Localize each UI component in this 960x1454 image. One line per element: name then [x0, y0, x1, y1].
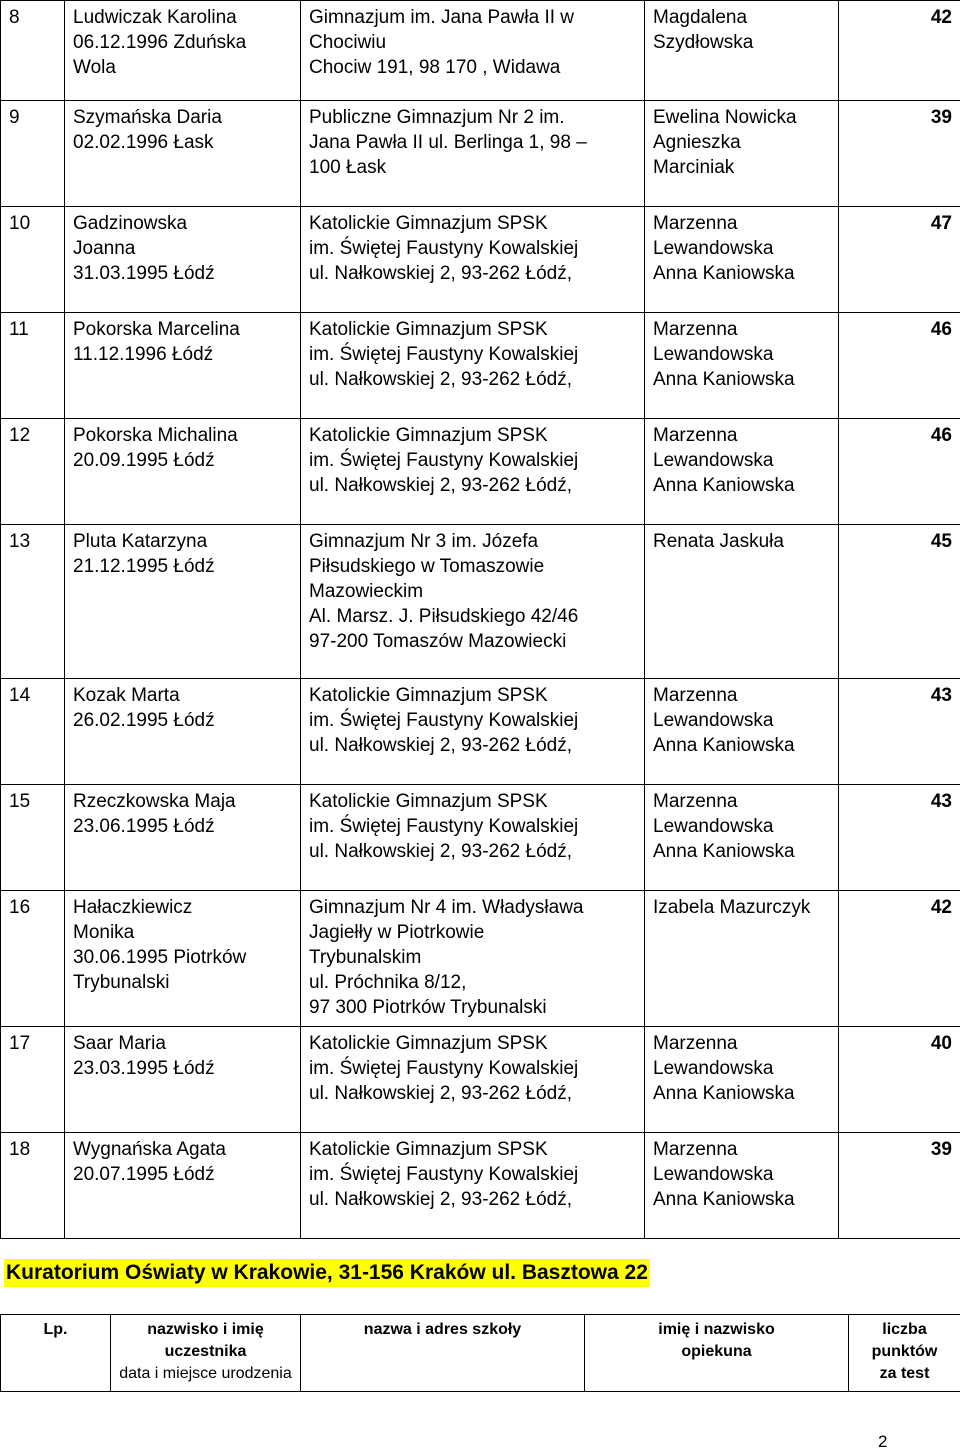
school-cell: Katolickie Gimnazjum SPSK im. Świętej Faustyny Kowalskiej ul. Nałkowskiej 2, 93-262 Łódź, [301, 419, 645, 525]
row-number: 18 [1, 1133, 65, 1239]
points-cell: 43 [839, 679, 960, 785]
participant-cell: Pokorska Marcelina 11.12.1996 Łódź [65, 313, 301, 419]
school-cell: Katolickie Gimnazjum SPSK im. Świętej Faustyny Kowalskiej ul. Nałkowskiej 2, 93-262 Łódź, [301, 785, 645, 891]
participant-cell: Kozak Marta 26.02.1995 Łódź [65, 679, 301, 785]
points-cell: 42 [839, 1, 960, 101]
tutor-cell: Marzenna Lewandowska Anna Kaniowska [645, 419, 839, 525]
row-number: 17 [1, 1027, 65, 1133]
row-number: 9 [1, 101, 65, 207]
table-row [1, 525, 960, 679]
points-cell: 39 [839, 101, 960, 207]
points-cell: 42 [839, 891, 960, 1027]
page-number: 2 [878, 1432, 888, 1451]
table-row [1, 891, 960, 1027]
tutor-cell: Marzenna Lewandowska Anna Kaniowska [645, 207, 839, 313]
school-cell: Gimnazjum Nr 4 im. Władysława Jagiełły w Piotrkowie Trybunalskim ul. Próchnika 8/12, 97 300 Piotrków Trybunalski [301, 891, 645, 1027]
school-cell: Katolickie Gimnazjum SPSK im. Świętej Faustyny Kowalskiej ul. Nałkowskiej 2, 93-262 Łódź, [301, 1027, 645, 1133]
points-cell: 43 [839, 785, 960, 891]
school-cell: Publiczne Gimnazjum Nr 2 im. Jana Pawła II ul. Berlinga 1, 98 – 100 Łask [301, 101, 645, 207]
table-row [1, 679, 960, 785]
participant-cell: Pokorska Michalina 20.09.1995 Łódź [65, 419, 301, 525]
points-cell: 46 [839, 419, 960, 525]
tutor-cell: Izabela Mazurczyk [645, 891, 839, 1027]
tutor-cell: Magdalena Szydłowska [645, 1, 839, 101]
table-row [1, 419, 960, 525]
tutor-cell: Marzenna Lewandowska Anna Kaniowska [645, 679, 839, 785]
points-cell: 45 [839, 525, 960, 679]
header-points: liczba punktów za test [849, 1315, 960, 1392]
table-row [1, 313, 960, 419]
section-title: Kuratorium Oświaty w Krakowie, 31-156 Kraków ul. Basztowa 22 [4, 1259, 650, 1287]
participant-cell: Hałaczkiewicz Monika 30.06.1995 Piotrków Trybunalski [65, 891, 301, 1027]
participant-cell: Ludwiczak Karolina 06.12.1996 Zduńska Wola [65, 1, 301, 101]
table-row [1, 785, 960, 891]
points-cell: 40 [839, 1027, 960, 1133]
header-name: nazwisko i imię uczestnika data i miejsce urodzenia [111, 1315, 301, 1392]
tutor-cell: Renata Jaskuła [645, 525, 839, 679]
tutor-cell: Ewelina Nowicka Agnieszka Marciniak [645, 101, 839, 207]
school-cell: Katolickie Gimnazjum SPSK im. Świętej Faustyny Kowalskiej ul. Nałkowskiej 2, 93-262 Łódź, [301, 313, 645, 419]
row-number: 8 [1, 1, 65, 101]
tutor-cell: Marzenna Lewandowska Anna Kaniowska [645, 785, 839, 891]
table-row [1, 207, 960, 313]
participant-cell: Wygnańska Agata 20.07.1995 Łódź [65, 1133, 301, 1239]
column-header-table [0, 1314, 960, 1392]
header-row [1, 1315, 960, 1392]
participant-cell: Szymańska Daria 02.02.1996 Łask [65, 101, 301, 207]
row-number: 13 [1, 525, 65, 679]
tutor-cell: Marzenna Lewandowska Anna Kaniowska [645, 1133, 839, 1239]
points-cell: 47 [839, 207, 960, 313]
row-number: 10 [1, 207, 65, 313]
row-number: 14 [1, 679, 65, 785]
table-row [1, 101, 960, 207]
points-cell: 46 [839, 313, 960, 419]
row-number: 12 [1, 419, 65, 525]
school-cell: Katolickie Gimnazjum SPSK im. Świętej Faustyny Kowalskiej ul. Nałkowskiej 2, 93-262 Łódź, [301, 207, 645, 313]
header-nr: Lp. [1, 1315, 111, 1392]
points-cell: 39 [839, 1133, 960, 1239]
tutor-cell: Marzenna Lewandowska Anna Kaniowska [645, 1027, 839, 1133]
participants-table-body [1, 1, 960, 1239]
participant-cell: Saar Maria 23.03.1995 Łódź [65, 1027, 301, 1133]
participant-cell: Rzeczkowska Maja 23.06.1995 Łódź [65, 785, 301, 891]
tutor-cell: Marzenna Lewandowska Anna Kaniowska [645, 313, 839, 419]
school-cell: Katolickie Gimnazjum SPSK im. Świętej Faustyny Kowalskiej ul. Nałkowskiej 2, 93-262 Łódź, [301, 1133, 645, 1239]
row-number: 11 [1, 313, 65, 419]
school-cell: Gimnazjum Nr 3 im. Józefa Piłsudskiego w Tomaszowie Mazowieckim Al. Marsz. J. Piłsudskiego 42/46 97-200 Tomaszów Mazowiecki [301, 525, 645, 679]
table-row [1, 1133, 960, 1239]
participant-cell: Pluta Katarzyna 21.12.1995 Łódź [65, 525, 301, 679]
school-cell: Katolickie Gimnazjum SPSK im. Świętej Faustyny Kowalskiej ul. Nałkowskiej 2, 93-262 Łódź, [301, 679, 645, 785]
header-tutor: imię i nazwisko opiekuna [585, 1315, 849, 1392]
row-number: 15 [1, 785, 65, 891]
participant-cell: Gadzinowska Joanna 31.03.1995 Łódź [65, 207, 301, 313]
table-row [1, 1, 960, 101]
header-school: nazwa i adres szkoły [301, 1315, 585, 1392]
table-row [1, 1027, 960, 1133]
school-cell: Gimnazjum im. Jana Pawła II w Chociwiu Chociw 191, 98 170 , Widawa [301, 1, 645, 101]
row-number: 16 [1, 891, 65, 1027]
